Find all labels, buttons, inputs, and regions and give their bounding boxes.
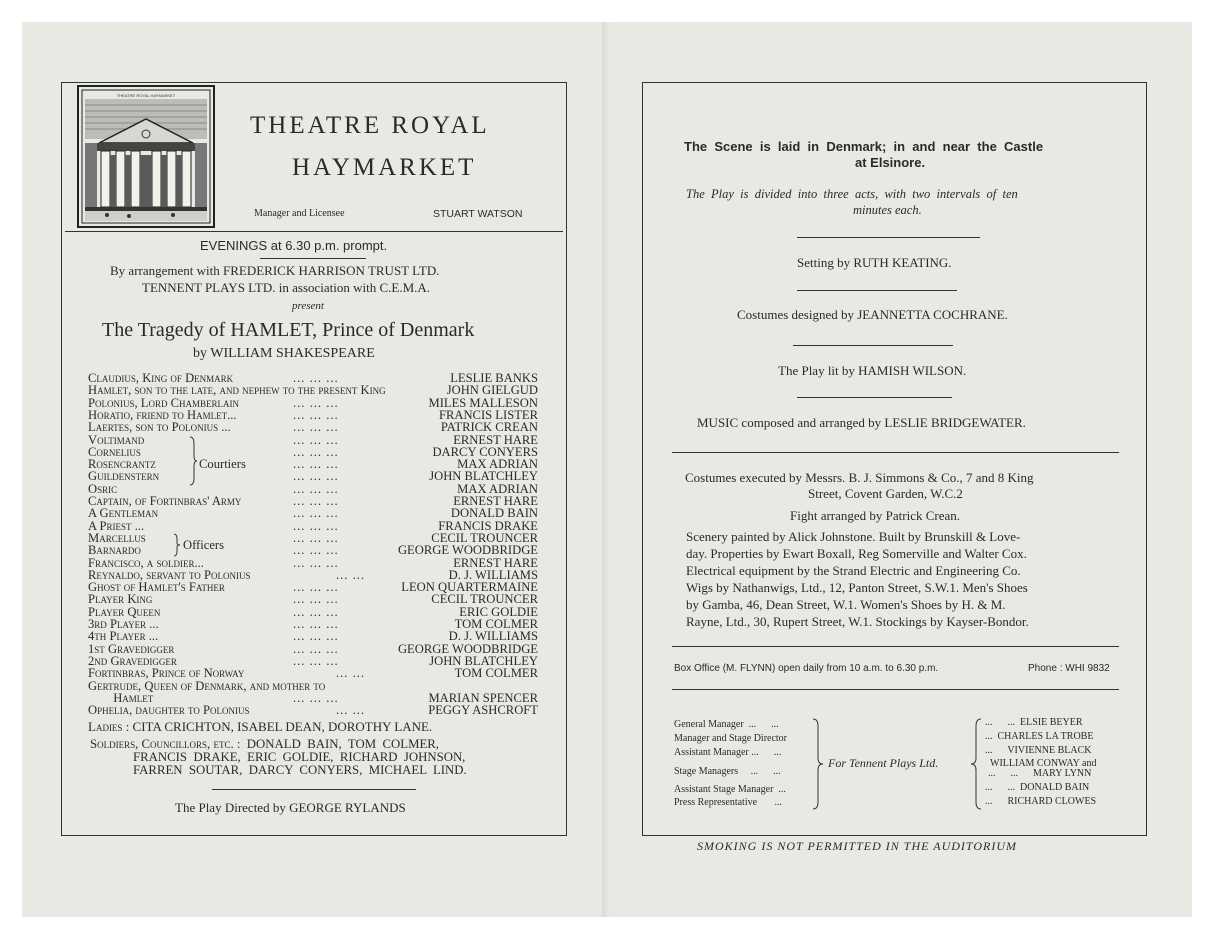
- officers-brace: [172, 533, 182, 562]
- credit-line: Scenery painted by Alick Johnstone. Built by Brunskill & Love-: [686, 529, 1021, 544]
- cast-row: Francisco, a soldier... ... ... ... ERNEST HARE: [88, 555, 538, 570]
- scene-line2: at Elsinore.: [855, 155, 926, 170]
- cast-row: 2nd Gravedigger ... ... ... JOHN BLATCHLEY: [88, 653, 538, 668]
- brace-icon: [172, 533, 182, 557]
- credit-line: by Gamba, 46, Dean Street, W.1. Women's Shoes by H. & M.: [686, 597, 1006, 612]
- soldiers-line2: FRANCIS DRAKE, ERIC GOLDIE, RICHARD JOHNSON,: [133, 750, 466, 764]
- credit-line: Wigs by Nathanwigs, Ltd., 12, Panton Street, S.W.1. Men's Shoes: [686, 580, 1028, 595]
- cast-row: Ghost of Hamlet's Father ... ... ... LEON QUARTERMAINE: [88, 580, 538, 595]
- cast-row: Horatio, friend to Hamlet... ... ... ... FRANCIS LISTER: [88, 407, 538, 422]
- cast-row: Marcellus ... ... ... CECIL TROUNCER: [88, 530, 538, 545]
- staff-role: Stage Managers ... ...: [674, 766, 781, 777]
- officers-label: Officers: [183, 538, 225, 552]
- lighting-credit: The Play lit by HAMISH WILSON.: [778, 363, 967, 378]
- cast-row: Gertrude, Queen of Denmark, and mother to: [88, 678, 326, 693]
- costumes-designed-credit: Costumes designed by JEANNETTA COCHRANE.: [737, 307, 1008, 322]
- music-credit: MUSIC composed and arranged by LESLIE BRIDGEWATER.: [697, 415, 1026, 430]
- theatre-name-line1: THEATRE ROYAL: [250, 112, 490, 139]
- manager-name: STUART WATSON: [433, 208, 523, 220]
- cast-row: Hamlet ... ... ... MARIAN SPENCER: [88, 690, 538, 705]
- cast-row: Ophelia, daughter to Polonius ... ... PEGGY ASHCROFT: [88, 703, 538, 718]
- evenings-rule: [260, 258, 366, 259]
- section-rule: [672, 646, 1119, 647]
- cast-row: 4th Player ... ... ... ... D. J. WILLIAMS: [88, 629, 538, 644]
- arrangement-line2: TENNENT PLAYS LTD. in association with C.E.M.A.: [142, 280, 431, 295]
- staff-role: Press Representative ...: [674, 797, 783, 808]
- play-title: The Tragedy of HAMLET, Prince of Denmark: [102, 319, 475, 341]
- cast-row: Player King ... ... ... CECIL TROUNCER: [88, 592, 538, 607]
- courtiers-label: Courtiers: [199, 457, 246, 471]
- cast-row: Rosencrantz ... ... ... MAX ADRIAN: [88, 457, 538, 472]
- cast-row: Voltimand ... ... ... ERNEST HARE: [88, 432, 538, 447]
- acts-line1: The Play is divided into three acts, with two intervals of ten: [686, 187, 1018, 201]
- present-label: present: [292, 300, 324, 312]
- costumes-executed-line1: Costumes executed by Messrs. B. J. Simmons & Co., 7 and 8 King: [685, 470, 1034, 485]
- divider-rule: [797, 397, 952, 398]
- cast-row: Laertes, son to Polonius ... ... ... ... PATRICK CREAN: [88, 420, 538, 435]
- staff-name: ... ... ELSIE BEYER: [985, 717, 1083, 728]
- cast-row: Osric ... ... ... MAX ADRIAN: [88, 481, 538, 496]
- divider-rule: [797, 290, 957, 291]
- cast-row: Captain, of Fortinbras' Army ... ... ... ERNEST HARE: [88, 494, 538, 508]
- theatre-building-icon: [77, 85, 215, 228]
- svg-text:THEATRE ROYAL HAYMARKET: THEATRE ROYAL HAYMARKET: [116, 93, 176, 98]
- credit-line: day. Properties by Ewart Boxall, Reg Somerville and Walter Cox.: [686, 546, 1027, 561]
- play-author: by WILLIAM SHAKESPEARE: [193, 346, 375, 361]
- staff-role: Assistant Stage Manager ...: [674, 784, 786, 795]
- roles-brace: [812, 718, 824, 815]
- staff-role: Manager and Stage Director: [674, 733, 788, 744]
- theatre-building-illustration: [77, 85, 215, 228]
- divider-rule: [797, 237, 980, 238]
- soldiers-line1: Soldiers, Councillors, etc. : DONALD BAIN, TOM COLMER,: [90, 737, 439, 751]
- cast-row: 1st Gravedigger ... ... ... GEORGE WOODBRIDGE: [88, 641, 538, 656]
- smoking-notice: SMOKING IS NOT PERMITTED IN THE AUDITORIUM: [697, 839, 1018, 853]
- manager-label: Manager and Licensee: [254, 208, 345, 219]
- for-tennent-label: For Tennent Plays Ltd.: [828, 756, 939, 770]
- brace-icon: [812, 718, 824, 810]
- staff-name: ... CHARLES LA TROBE: [985, 731, 1094, 742]
- cast-row: Polonius, Lord Chamberlain ... ... ... MILES MALLESON: [88, 395, 538, 410]
- cast-row: 3rd Player ... ... ... ... TOM COLMER: [88, 617, 538, 631]
- cast-row: Player Queen ... ... ... ERIC GOLDIE: [88, 604, 538, 619]
- staff-role: Assistant Manager ... ...: [674, 747, 782, 758]
- brace-icon: [188, 436, 198, 486]
- cast-row: Cornelius ... ... ... DARCY CONYERS: [88, 444, 538, 459]
- divider-rule: [793, 345, 953, 346]
- ladies-list: Ladies : CITA CRICHTON, ISABEL DEAN, DOROTHY LANE.: [88, 719, 433, 734]
- brace-icon: [970, 718, 982, 810]
- setting-credit: Setting by RUTH KEATING.: [797, 255, 952, 270]
- costumes-executed-line2: Street, Covent Garden, W.C.2: [808, 486, 963, 501]
- arrangement-line1: By arrangement with FREDERICK HARRISON TRUST LTD.: [110, 263, 440, 278]
- staff-name: ... RICHARD CLOWES: [985, 796, 1097, 807]
- cast-row: Barnardo ... ... ... GEORGE WOODBRIDGE: [88, 543, 538, 558]
- play-director: The Play Directed by GEORGE RYLANDS: [175, 800, 406, 815]
- fight-credit: Fight arranged by Patrick Crean.: [790, 508, 961, 523]
- staff-name: WILLIAM CONWAY and: [990, 758, 1097, 769]
- page-fold: [602, 22, 610, 917]
- names-brace: [970, 718, 982, 815]
- credit-line: Electrical equipment by the Strand Electric and Engineering Co.: [686, 563, 1021, 578]
- soldiers-line3: FARREN SOUTAR, DARCY CONYERS, MICHAEL LIND.: [133, 763, 467, 777]
- theatre-name-line2: HAYMARKET: [292, 154, 477, 181]
- cast-row: A Priest ... ... ... ... FRANCIS DRAKE: [88, 518, 538, 533]
- header-rule: [65, 231, 563, 232]
- credit-line: Rayne, Ltd., 30, Rupert Street, W.1. Stockings by Kayser-Bondor.: [686, 614, 1029, 629]
- acts-line2: minutes each.: [853, 203, 922, 217]
- section-rule: [672, 689, 1119, 690]
- staff-name: ... ... DONALD BAIN: [985, 782, 1090, 793]
- staff-name: ... ... MARY LYNN: [988, 768, 1092, 779]
- cast-row: Guildenstern ... ... ... JOHN BLATCHLEY: [88, 469, 538, 484]
- box-office: Box Office (M. FLYNN) open daily from 10 a.m. to 6.30 p.m.: [674, 663, 939, 674]
- cast-row: Fortinbras, Prince of Norway ... ... TOM COLMER: [88, 666, 538, 681]
- scene-line1: The Scene is laid in Denmark; in and near the Castle: [684, 139, 1044, 154]
- director-rule: [212, 789, 416, 790]
- courtiers-brace: [188, 436, 198, 491]
- evenings-time: EVENINGS at 6.30 p.m. prompt.: [200, 238, 388, 253]
- cast-row: Claudius, King of Denmark ... ... ... LESLIE BANKS: [88, 371, 538, 385]
- cast-row: Hamlet, son to the late, and nephew to the present King JOHN GIELGUD: [88, 383, 538, 398]
- section-rule: [672, 452, 1119, 453]
- staff-role: General Manager ... ...: [674, 719, 779, 730]
- staff-name: ... VIVIENNE BLACK: [985, 745, 1092, 756]
- phone-number: Phone : WHI 9832: [1028, 663, 1110, 674]
- cast-row: Reynaldo, servant to Polonius ... ... D. J. WILLIAMS: [88, 567, 538, 582]
- cast-row: A Gentleman ... ... ... DONALD BAIN: [88, 506, 538, 521]
